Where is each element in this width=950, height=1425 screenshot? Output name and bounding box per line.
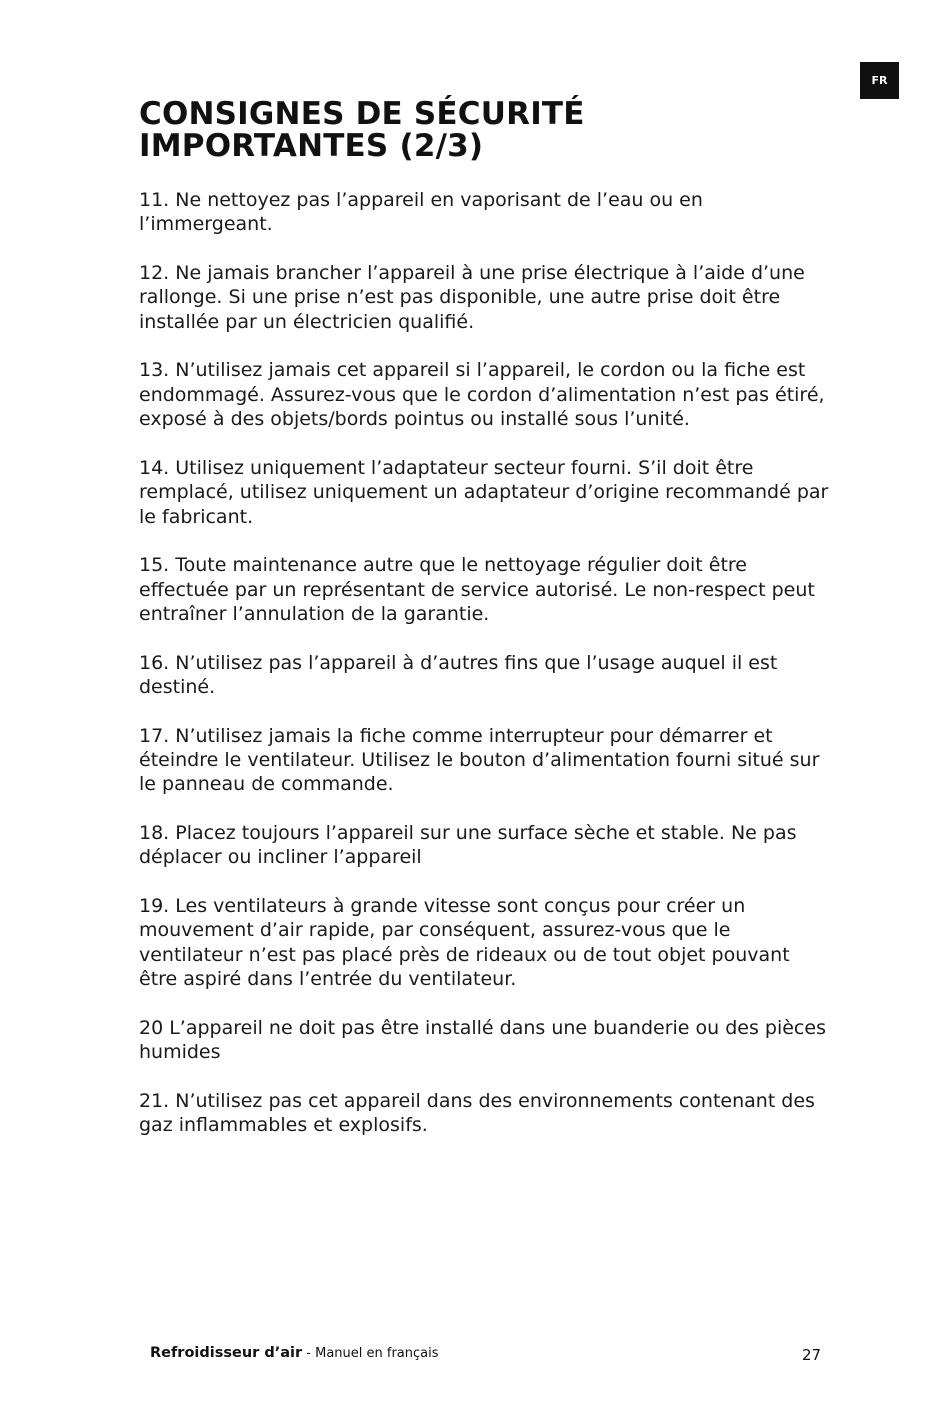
safety-instructions-list (139, 188, 829, 1162)
language-tab: FR (860, 62, 899, 99)
safety-item-11: 11. Ne nettoyez pas l’appareil en vaporisant de l’eau ou en l’immergeant. (139, 189, 703, 236)
footer-subtitle: - Manuel en français (302, 1346, 439, 1361)
safety-item-17: 17. N’utilisez jamais la fiche comme interrupteur pour démarrer et éteindre le ventilateur. Utilisez le bouton d’alimentation fourni situé sur le panneau de commande. (139, 724, 820, 796)
safety-item-18: 18. Placez toujours l’appareil sur une surface sèche et stable. Ne pas déplacer ou incliner l’appareil (139, 822, 797, 869)
safety-item-19: 19. Les ventilateurs à grande vitesse sont conçus pour créer un mouvement d’air rapide, par conséquent, assurez-vous que le ventilateur n’est pas placé près de rideaux ou de tout objet pouvant être aspiré dans l’entrée du ventilateur. (139, 895, 790, 991)
footer-product-name: Refroidisseur d’air (150, 1345, 303, 1361)
safety-item-21: 21. N’utilisez pas cet appareil dans des environnements contenant des gaz inflammables et explosifs. (139, 1089, 815, 1137)
safety-item-16: 16. N’utilisez pas l’appareil à d’autres fins que l’usage auquel il est destiné. (139, 651, 778, 699)
safety-item-20: 20 L’appareil ne doit pas être installé dans une buanderie ou des pièces humides (139, 1016, 826, 1064)
footer-manual-title (150, 1345, 439, 1361)
page-title: CONSIGNES DE SÉCURITÉ IMPORTANTES (2/3) (139, 96, 585, 164)
safety-item-13: 13. N’utilisez jamais cet appareil si l’appareil, le cordon ou la fiche est endommagé. Assurez-vous que le cordon d’alimentation n’est pas étiré, exposé à des objets/bords pointus ou installé sous l’unité. (139, 359, 825, 431)
page-number: 27 (802, 1346, 822, 1364)
safety-item-12: 12. Ne jamais brancher l’appareil à une prise électrique à l’aide d’une rallonge. Si une prise n’est pas disponible, une autre prise doit être installée par un électricien qualifié. (139, 262, 805, 333)
safety-item-15: 15. Toute maintenance autre que le nettoyage régulier doit être effectuée par un représentant de service autorisé. Le non-respect peut entraîner l’annulation de la garantie. (139, 554, 815, 626)
safety-item-14: 14. Utilisez uniquement l’adaptateur secteur fourni. S’il doit être remplacé, utilisez uniquement un adaptateur d’origine recommandé par le fabricant. (139, 456, 829, 528)
